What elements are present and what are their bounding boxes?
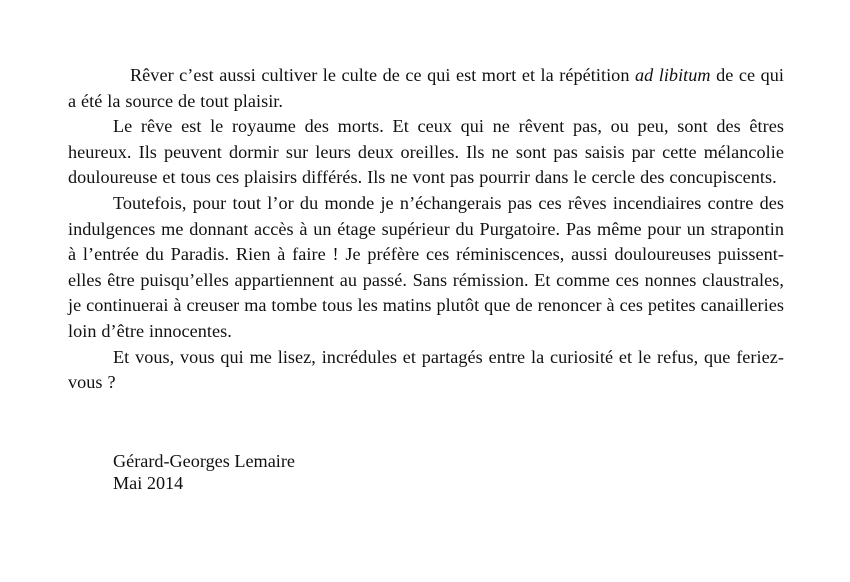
- paragraph-1-text-b: de ce qui a été la source de tout plaisir.: [68, 65, 784, 111]
- paragraph-3: Toutefois, pour tout l’or du monde je n’échangerais pas ces rêves incendiaires contre des indulgences me donnant accès à un étage supérieur du Purgatoire. Pas même pour un strapontin à l’entrée du Paradis. Rien à faire ! Je préfère ces réminiscences, aussi douloureuses puissent-elles être puisqu’elles appartiennent au passé. Sans rémission. Et comme ces nonnes claustrales, je continuerai à creuser ma tombe tous les matins plutôt que de renoncer à ces petites canailleries loin d’être innocentes.: [68, 192, 784, 341]
- signature-date: Mai 2014: [113, 473, 184, 493]
- paragraph-1: [68, 63, 784, 114]
- paragraph-1-text-a: Rêver c’est aussi cultiver le culte de ce qui est mort et la répétition: [130, 65, 635, 85]
- paragraph-1-italic-phrase: ad libitum: [634, 65, 711, 85]
- signature-block: [113, 450, 295, 494]
- signature-author: Gérard-Georges Lemaire: [113, 451, 295, 471]
- document-body: [68, 63, 784, 396]
- paragraph-2: Le rêve est le royaume des morts. Et ceux qui ne rêvent pas, ou peu, sont des êtres heureux. Ils peuvent dormir sur leurs deux oreilles. Ils ne sont pas saisis par cette mélancolie douloureuse et tous ces plaisirs différés. Ils ne vont pas pourrir dans le cercle des concupiscents.: [68, 116, 784, 188]
- paragraph-4: Et vous, vous qui me lisez, incrédules et partagés entre la curiosité et le refus, que feriez-vous ?: [68, 346, 784, 393]
